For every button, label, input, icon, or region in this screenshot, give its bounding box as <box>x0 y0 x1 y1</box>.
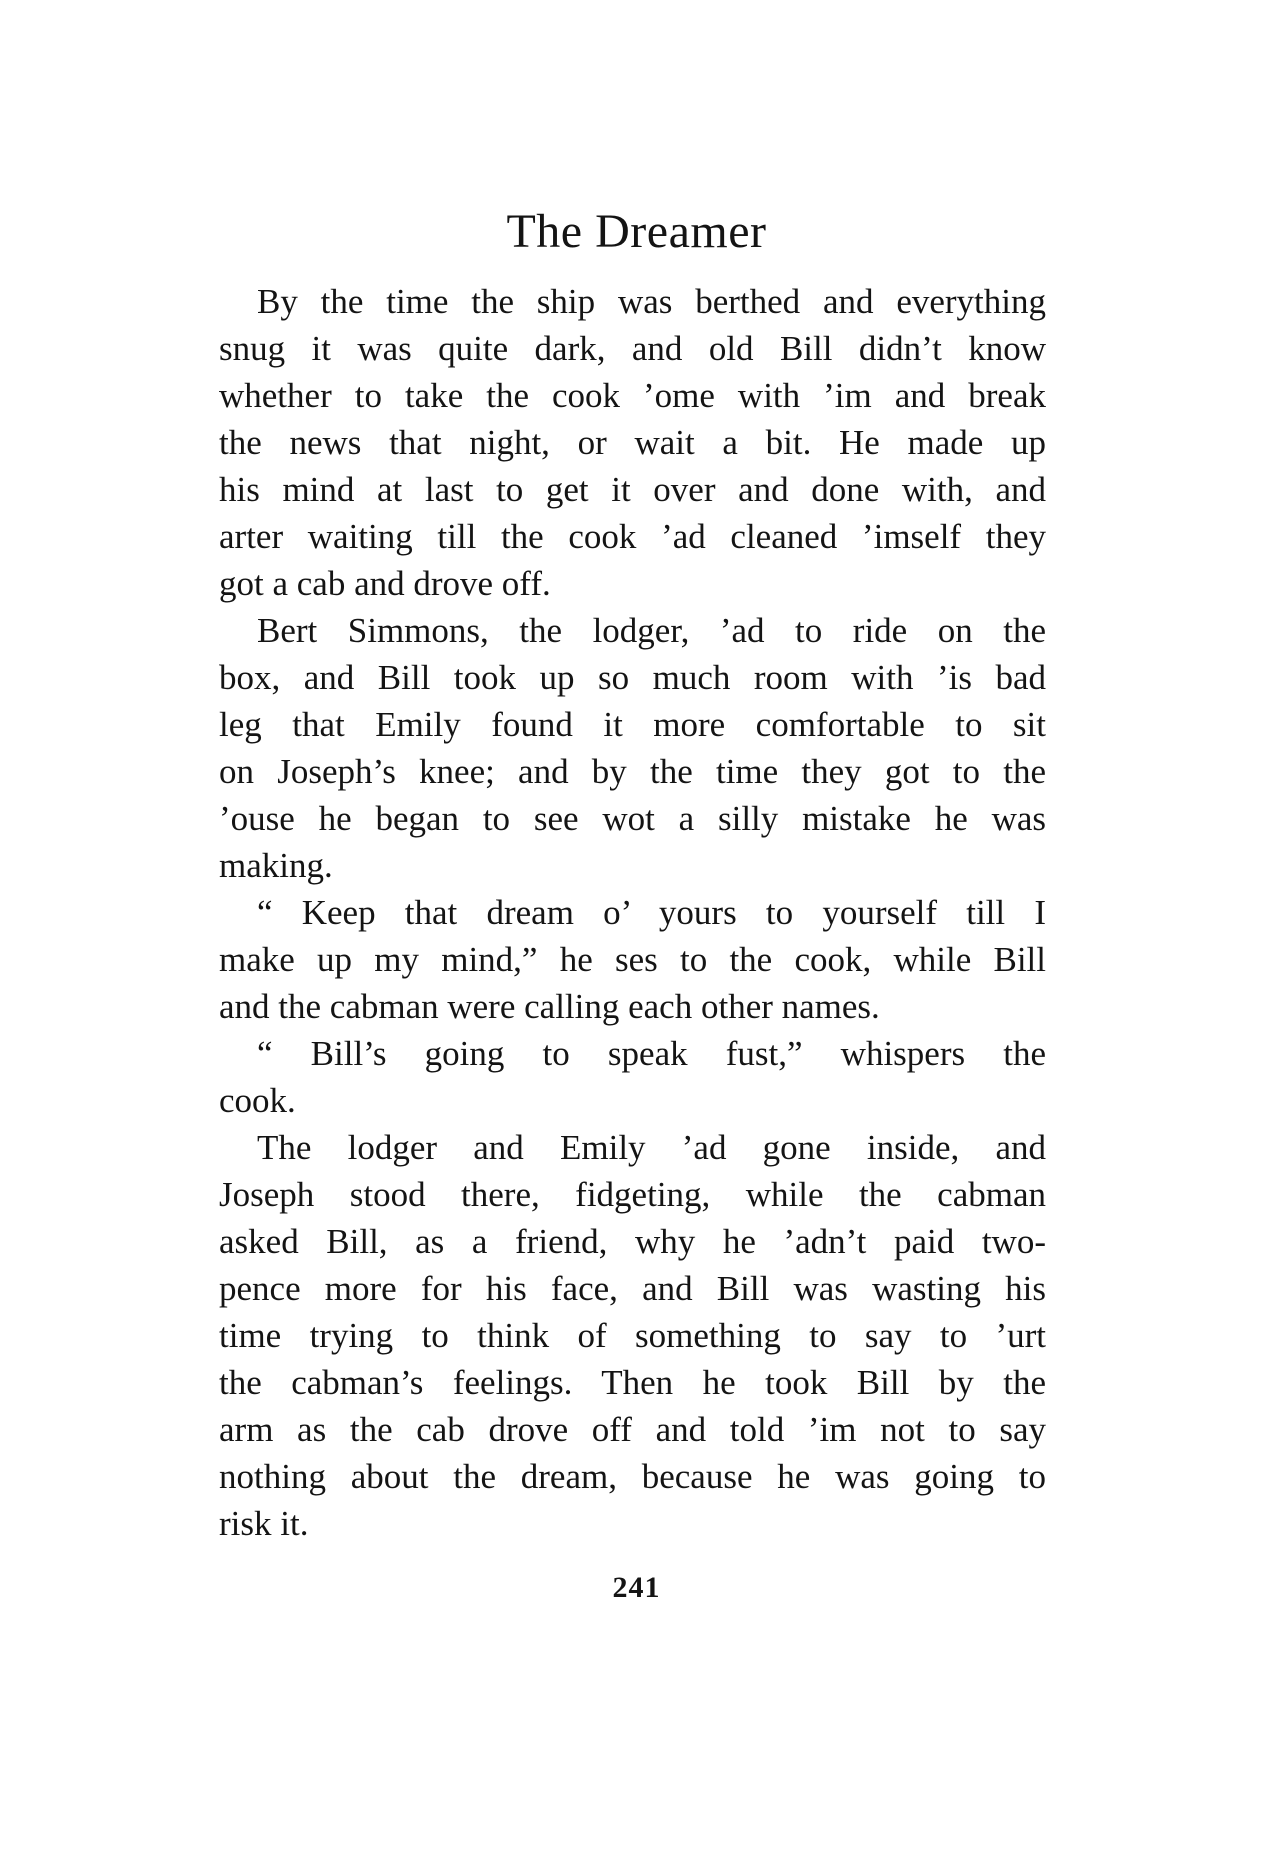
text-line: ’ouse he began to see wot a silly mistake he was <box>219 799 1046 838</box>
text-line: his mind at last to get it over and done with, and <box>219 470 1046 509</box>
text-line: risk it. <box>219 1504 309 1543</box>
text-line: the news that night, or wait a bit. He made up <box>219 423 1046 462</box>
text-line: cook. <box>219 1081 296 1120</box>
text-line: box, and Bill took up so much room with ’is bad <box>219 658 1046 697</box>
text-line: Bert Simmons, the lodger, ’ad to ride on the <box>257 611 1046 650</box>
text-line: By the time the ship was berthed and everything <box>257 282 1046 321</box>
text-line: Joseph stood there, fidgeting, while the cabman <box>219 1175 1046 1214</box>
text-line: The lodger and Emily ’ad gone inside, and <box>257 1128 1046 1167</box>
text-line: the cabman’s feelings. Then he took Bill by the <box>219 1363 1046 1402</box>
page-number: 241 <box>612 1571 661 1604</box>
text-line: make up my mind,” he ses to the cook, while Bill <box>219 940 1046 979</box>
text-line: snug it was quite dark, and old Bill didn’t know <box>219 329 1046 368</box>
text-line: on Joseph’s knee; and by the time they got to the <box>219 752 1046 791</box>
text-line: arm as the cab drove off and told ’im not to say <box>219 1410 1046 1449</box>
text-line: leg that Emily found it more comfortable to sit <box>219 705 1046 744</box>
text-line: “ Keep that dream o’ yours to yourself till I <box>257 893 1046 932</box>
text-line: and the cabman were calling each other names. <box>219 987 880 1026</box>
text-line: arter waiting till the cook ’ad cleaned ’imself they <box>219 517 1046 556</box>
text-line: “ Bill’s going to speak fust,” whispers the <box>257 1034 1046 1073</box>
text-line: pence more for his face, and Bill was wasting his <box>219 1269 1046 1308</box>
text-line: asked Bill, as a friend, why he ’adn’t paid two- <box>219 1222 1046 1261</box>
running-head: The Dreamer <box>506 205 767 258</box>
text-line: time trying to think of something to say to ’urt <box>219 1316 1046 1355</box>
text-line: got a cab and drove off. <box>219 564 551 603</box>
text-line: making. <box>219 846 333 885</box>
text-line: whether to take the cook ’ome with ’im and break <box>219 376 1046 415</box>
text-line: nothing about the dream, because he was going to <box>219 1457 1046 1496</box>
body-text <box>219 278 1046 1547</box>
